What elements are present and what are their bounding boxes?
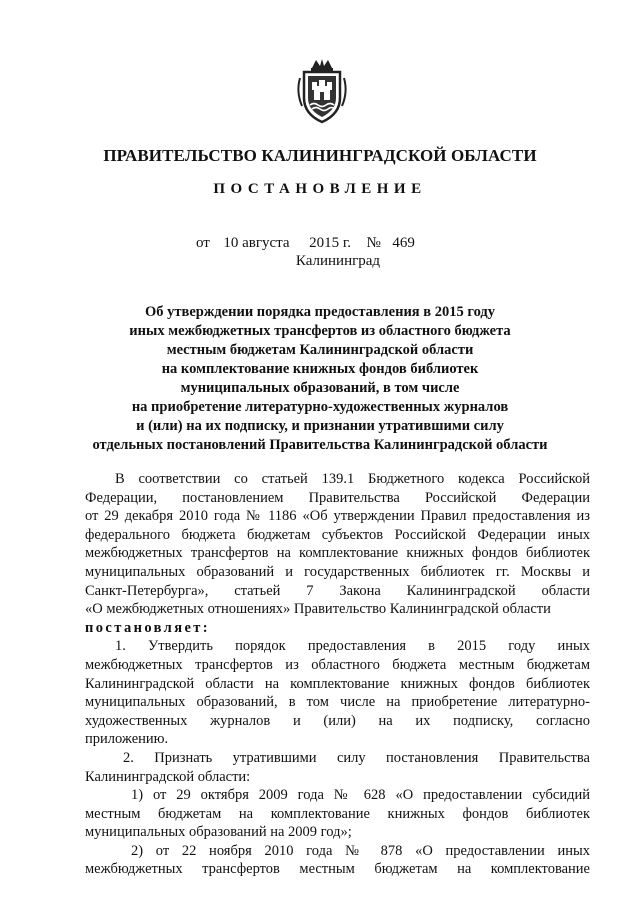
body-line: Санкт-Петербурга», статьей 7 Закона Калининградской области bbox=[85, 582, 590, 599]
subject-line: на приобретение литературно-художественных журналов bbox=[131, 399, 509, 415]
body-line-resolves: постановляет: bbox=[85, 619, 211, 636]
coat-of-arms-icon bbox=[294, 58, 350, 124]
body-line: «О межбюджетных отношениях» Правительство Калининградской области bbox=[85, 601, 551, 618]
document-number: 469 bbox=[392, 235, 415, 251]
body-line: от 29 декабря 2010 года № 1186 «Об утверждении Правил предоставления из bbox=[85, 508, 590, 525]
city-name: Калининград bbox=[295, 253, 381, 269]
body-line: муниципальных образований и государственных библиотек гг. Москвы и bbox=[85, 563, 590, 580]
subject-line: Об утверждении порядка предоставления в 2015 году bbox=[144, 304, 496, 320]
body-line: местным бюджетам на комплектование книжных фондов библиотек bbox=[85, 805, 590, 822]
subject-line: на комплектование книжных фондов библиотек bbox=[161, 361, 479, 377]
subject-line: местным бюджетам Калининградской области bbox=[166, 342, 474, 358]
body-line: 2) от 22 ноября 2010 года № 878 «О предоставлении иных bbox=[131, 842, 590, 859]
subject-line: отдельных постановлений Правительства Калининградской области bbox=[92, 437, 548, 453]
date-year: 2015 г. bbox=[309, 235, 352, 251]
body-line: художественных журналов и (или) на их подписку, согласно bbox=[85, 712, 590, 729]
subject-line: муниципальных образований, в том числе bbox=[180, 380, 460, 396]
body-line: федерального бюджета бюджетам субъектов Российской Федерации иных bbox=[85, 526, 590, 543]
body-line: 1. Утвердить порядок предоставления в 2015 году иных bbox=[115, 638, 590, 655]
subject-line: иных межбюджетных трансфертов из областного бюджета bbox=[129, 323, 511, 339]
document-subject bbox=[60, 303, 580, 455]
date-line bbox=[196, 235, 415, 252]
body-line: 1) от 29 октября 2009 года № 628 «О предоставлении субсидий bbox=[131, 787, 590, 804]
body-line: Калининградской области: bbox=[85, 768, 251, 785]
government-title: ПРАВИТЕЛЬСТВО КАЛИНИНГРАДСКОЙ ОБЛАСТИ bbox=[103, 146, 537, 165]
body-line: муниципальных образований, в том числе на приобретение литературно- bbox=[85, 694, 590, 711]
body-line: 2. Признать утратившими силу постановления Правительства bbox=[123, 749, 590, 766]
number-label: № bbox=[366, 235, 381, 251]
city bbox=[0, 253, 640, 270]
date-day-month: 10 августа bbox=[223, 235, 290, 251]
date-prefix: от bbox=[196, 235, 210, 251]
document-type: ПОСТАНОВЛЕНИЕ bbox=[213, 181, 427, 197]
body-line: муниципальных образований на 2009 год»; bbox=[85, 824, 352, 841]
body-line: межбюджетных трансфертов на комплектование книжных фондов библиотек bbox=[85, 545, 590, 562]
document-body bbox=[85, 470, 590, 879]
body-line: Федерации, постановлением Правительства Российской Федерации bbox=[85, 489, 590, 506]
body-line: приложению. bbox=[85, 731, 169, 748]
subject-line: и (или) на их подписку, и признании утратившими силу bbox=[136, 418, 504, 434]
body-line: межбюджетных трансфертов местным бюджетам на комплектование bbox=[85, 861, 590, 878]
body-line: В соответствии со статьей 139.1 Бюджетного кодекса Российской bbox=[115, 471, 590, 487]
body-line: Калининградской области на комплектование книжных фондов библиотек bbox=[85, 675, 590, 692]
body-line: межбюджетных трансфертов из областного бюджета местным бюджетам bbox=[85, 656, 590, 673]
